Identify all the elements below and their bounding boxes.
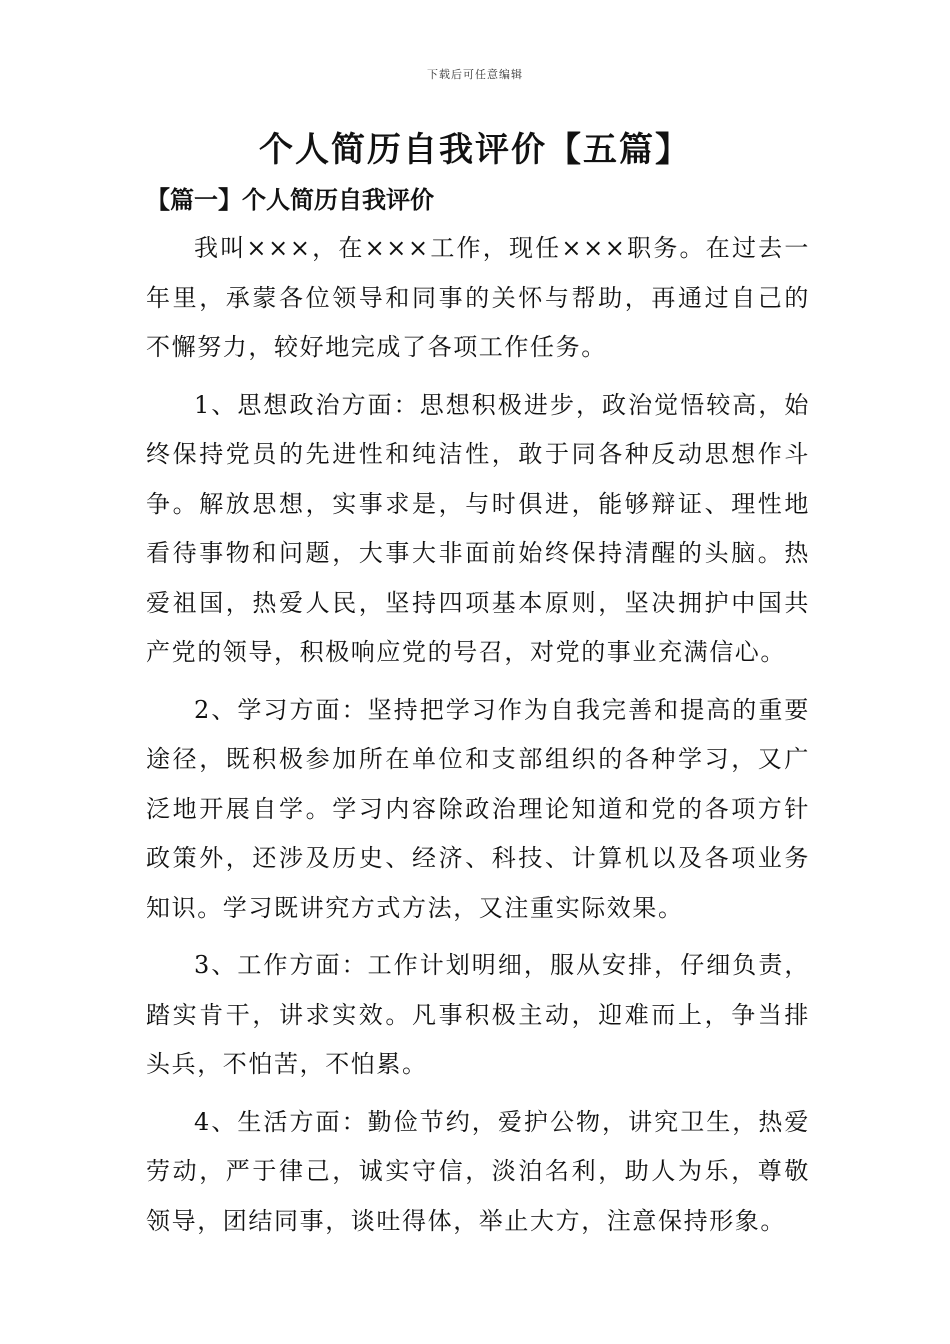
- section-heading: 【篇一】个人简历自我评价: [146, 185, 434, 214]
- document-title: 个人简历自我评价【五篇】: [259, 130, 691, 170]
- paragraph-study: 2、学习方面：坚持把学习作为自我完善和提高的重要途径，既积极参加所在单位和支部组织的各种学习，又广泛地开展自学。学习内容除政治理论知道和党的各项方针政策外，还涉及历史、经济、科技、计算机以及各项业务知识。学习既讲究方式方法，又注重实际效果。: [146, 695, 810, 922]
- paragraph-intro: 我叫×××，在×××工作，现任×××职务。在过去一年里，承蒙各位领导和同事的关怀与帮助，再通过自己的不懈努力，较好地完成了各项工作任务。: [146, 234, 810, 361]
- paragraph-work: 3、工作方面：工作计划明细，服从安排，仔细负责，踏实肯干，讲求实效。凡事积极主动，迎难而上，争当排头兵，不怕苦，不怕累。: [146, 951, 810, 1078]
- paragraph-political: 1、思想政治方面：思想积极进步，政治觉悟较高，始终保持党员的先进性和纯洁性，敢于同各种反动思想作斗争。解放思想，实事求是，与时俱进，能够辩证、理性地看待事物和问题，大事大非面前始终保持清醒的头脑。热爱祖国，热爱人民，坚持四项基本原则，坚决拥护中国共产党的领导，积极响应党的号召，对党的事业充满信心。: [146, 390, 810, 666]
- header-note: 下载后可任意编辑: [427, 68, 523, 81]
- document-body: [146, 224, 810, 1254]
- paragraph-life: 4、生活方面：勤俭节约，爱护公物，讲究卫生，热爱劳动，严于律己，诚实守信，淡泊名利，助人为乐，尊敬领导，团结同事，谈吐得体，举止大方，注意保持形象。: [146, 1107, 810, 1235]
